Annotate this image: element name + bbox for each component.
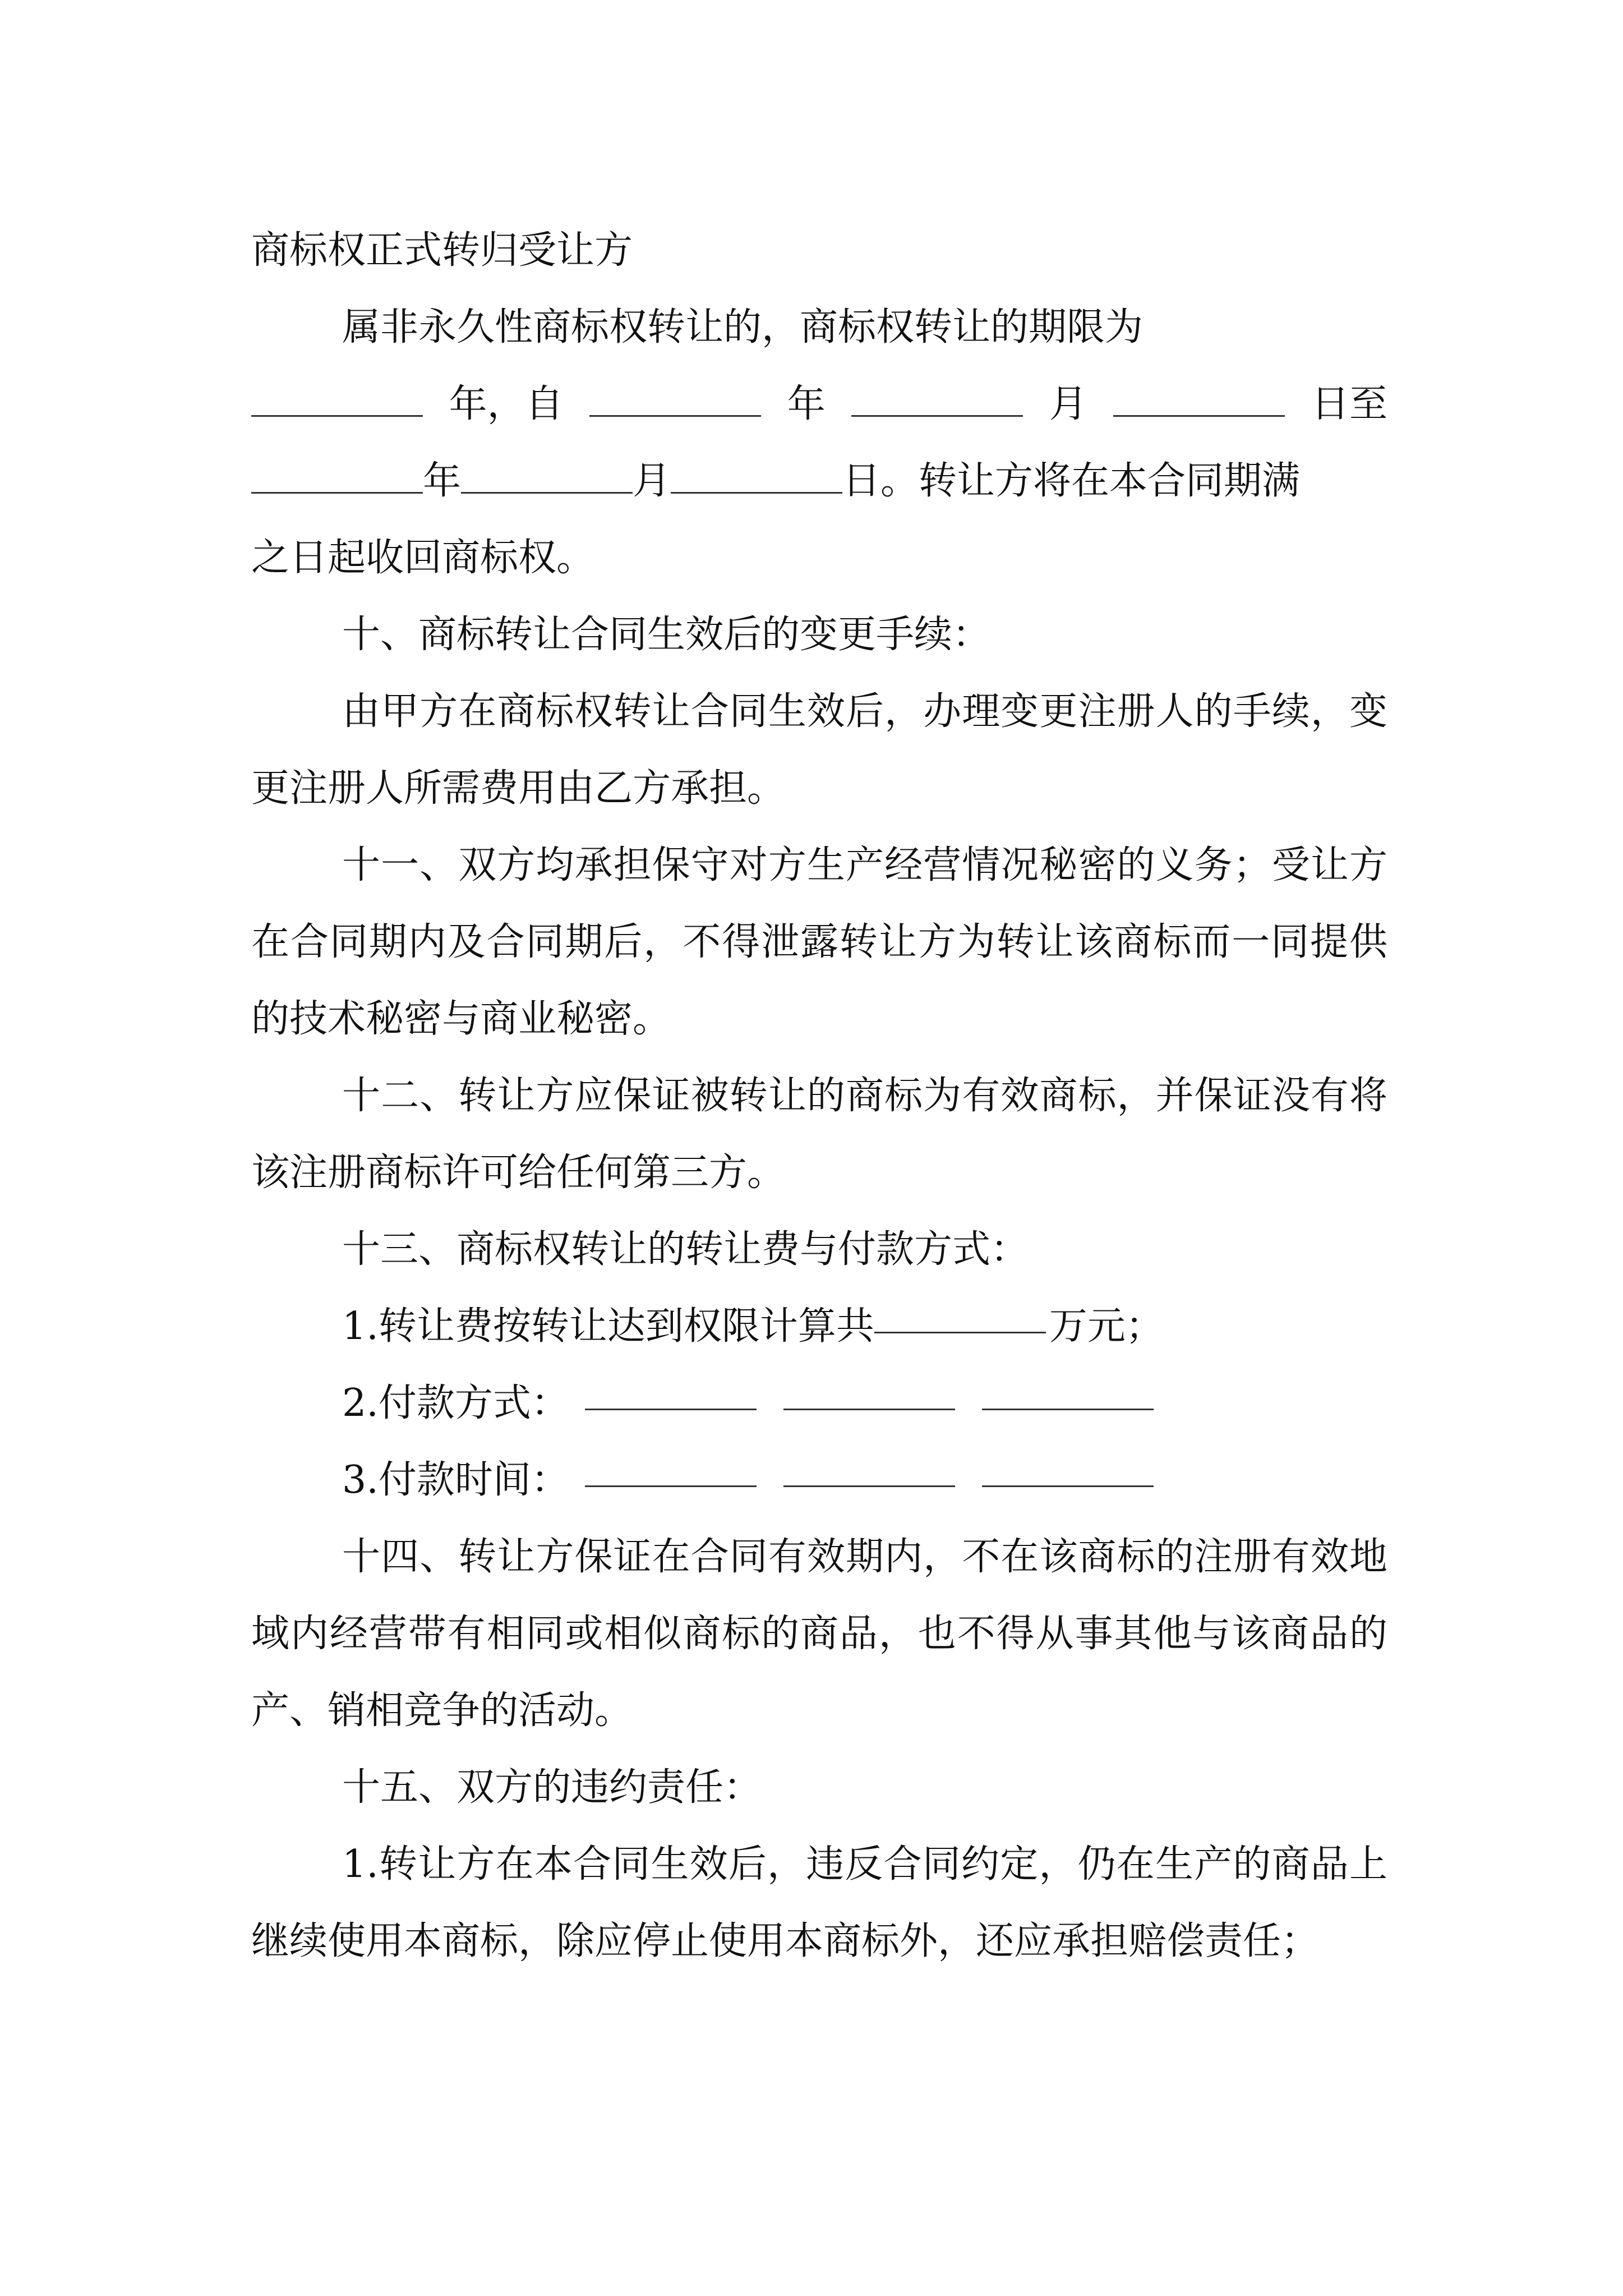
- label-month: 月: [1049, 382, 1087, 426]
- section-15-item-1: 1.转让方在本合同生效后，违反合同约定，仍在生产的商品上继续使用本商标，除应停止使用本商标外，还应承担赔偿责任；: [251, 1842, 1387, 1963]
- item-1-suffix: 万元；: [1049, 1304, 1164, 1349]
- label-end-month: 月: [633, 459, 671, 503]
- item-1-prefix: 1.转让费按转让达到权限计算共: [342, 1304, 874, 1349]
- section-13-item-2: [251, 1365, 1387, 1442]
- blank-payment-method-3[interactable]: [982, 1408, 1154, 1410]
- term-dates-line-1: [251, 366, 1387, 443]
- blank-start-month[interactable]: [851, 415, 1023, 417]
- blank-payment-time-3[interactable]: [982, 1485, 1154, 1487]
- section-13-item-1: [251, 1288, 1387, 1365]
- label-year: 年: [787, 382, 826, 426]
- section-11: 十一、双方均承担保守对方生产经营情况秘密的义务；受让方在合同期内及合同期后，不得泄露转让方为转让该商标而一同提供的技术秘密与商业秘密。: [251, 843, 1387, 1041]
- blank-transfer-fee[interactable]: [874, 1331, 1046, 1333]
- section-10-body: 由甲方在商标权转让合同生效后，办理变更注册人的手续，变更注册人所需费用由乙方承担。: [251, 689, 1387, 811]
- label-end-day-tail: 日。转让方将在本合同期满: [842, 459, 1301, 503]
- label-day-to: 日至: [1311, 382, 1387, 426]
- section-12: 十二、转让方应保证被转让的商标为有效商标，并保证没有将该注册商标许可给任何第三方。: [251, 1074, 1387, 1195]
- blank-payment-method-2[interactable]: [783, 1408, 955, 1410]
- section-14: 十四、转让方保证在合同有效期内，不在该商标的注册有效地域内经营带有相同或相似商标的商品，也不得从事其他与该商品的产、销相竞争的活动。: [251, 1535, 1387, 1733]
- section-13-item-3: [251, 1442, 1387, 1519]
- blank-start-year[interactable]: [589, 415, 761, 417]
- blank-end-month[interactable]: [461, 491, 633, 494]
- paragraph-non-permanent-term: 属非永久性商标权转让的，商标权转让的期限为: [342, 305, 1144, 349]
- blank-term-years[interactable]: [251, 415, 423, 417]
- label-year-from: 年，自: [449, 382, 564, 426]
- item-3-label: 3.付款时间：: [342, 1458, 569, 1502]
- paragraph-reclaim: 之日起收回商标权。: [251, 536, 595, 580]
- blank-end-year[interactable]: [251, 491, 423, 494]
- blank-end-day[interactable]: [671, 491, 842, 494]
- section-10-title: 十、商标转让合同生效后的变更手续：: [342, 613, 991, 657]
- section-13-title: 十三、商标权转让的转让费与付款方式：: [342, 1227, 1029, 1272]
- label-end-year: 年: [423, 459, 462, 503]
- paragraph-transfer-complete: 商标权正式转归受让方: [251, 228, 633, 273]
- blank-start-day[interactable]: [1113, 415, 1285, 417]
- document-body: [251, 212, 1387, 1980]
- blank-payment-method-1[interactable]: [585, 1408, 757, 1410]
- item-2-label: 2.付款方式：: [342, 1381, 569, 1425]
- section-15-title: 十五、双方的违约责任：: [342, 1765, 762, 1810]
- blank-payment-time-2[interactable]: [783, 1485, 955, 1487]
- term-dates-line-2: [251, 443, 1387, 519]
- blank-payment-time-1[interactable]: [585, 1485, 757, 1487]
